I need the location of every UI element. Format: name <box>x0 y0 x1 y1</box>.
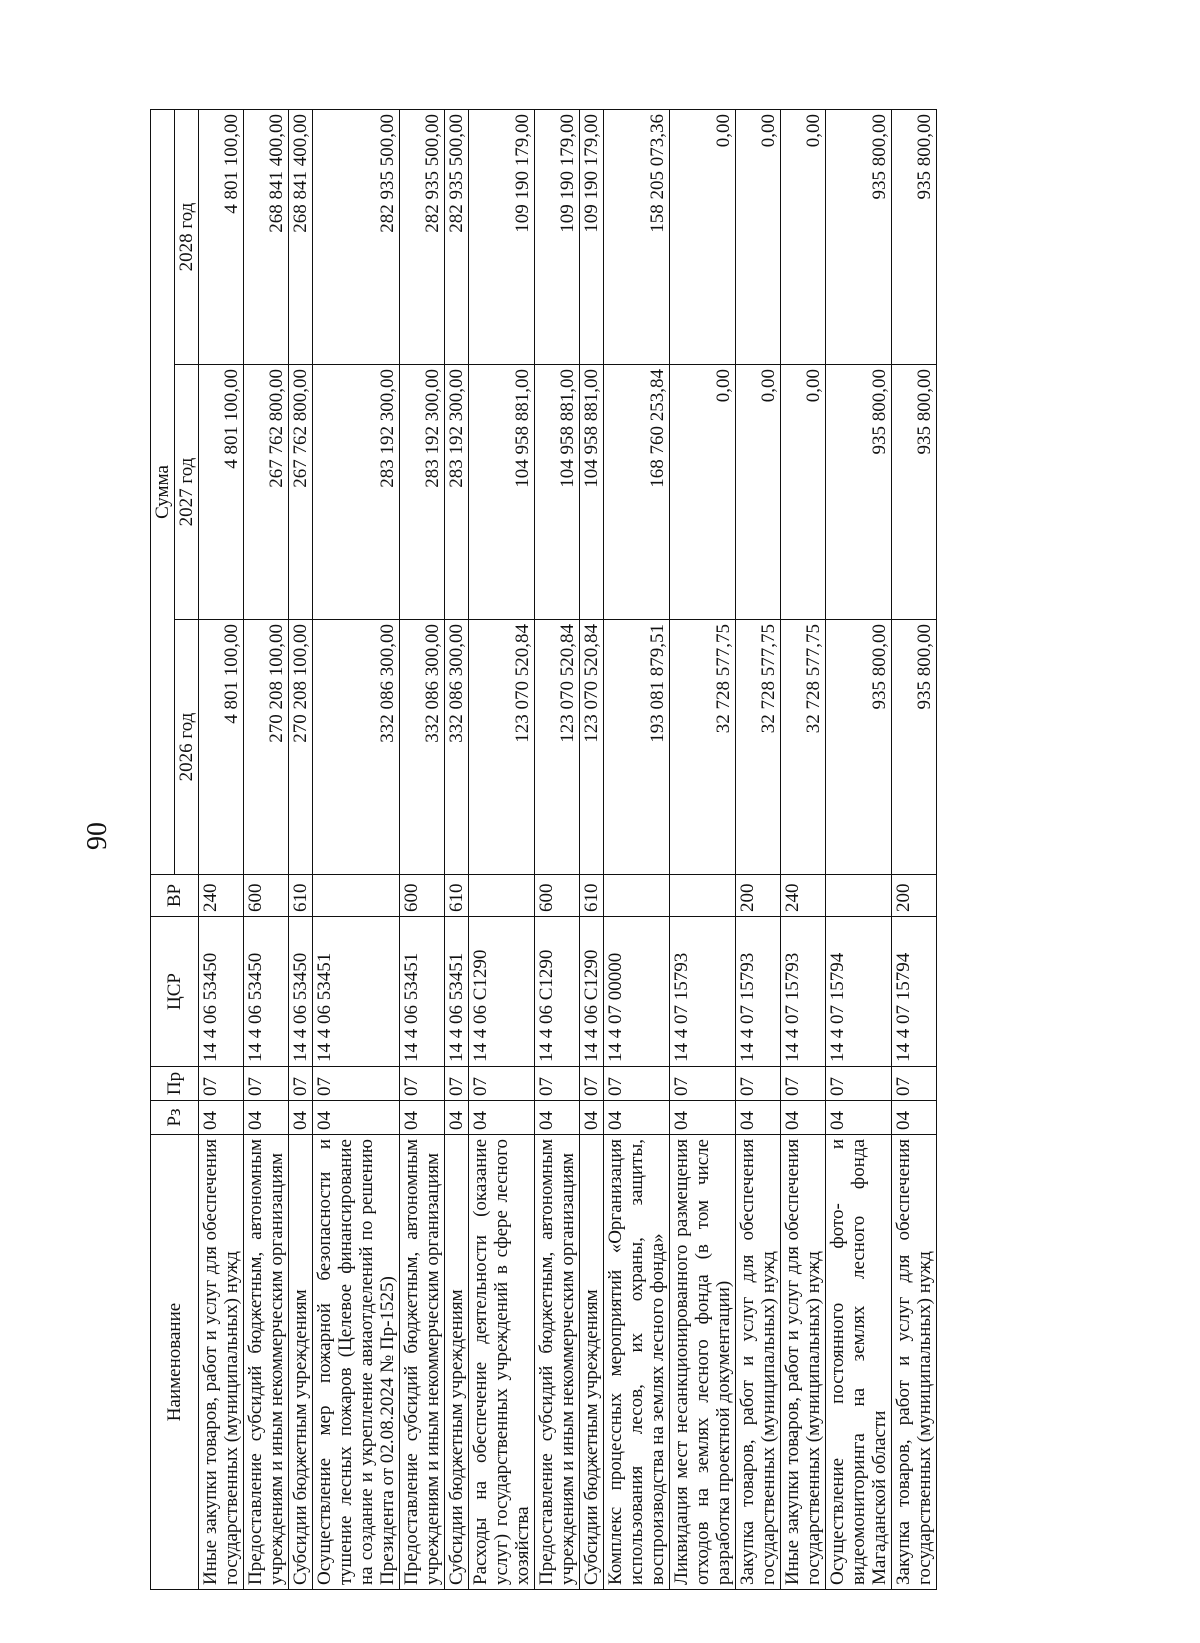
row-csr: 14 4 07 15793 <box>781 917 826 1067</box>
table-row <box>670 110 736 1590</box>
row-rz: 04 <box>199 1101 244 1135</box>
row-sum-2027: 4 801 100,00 <box>199 365 244 620</box>
row-sum-2028: 109 190 179,00 <box>469 110 535 365</box>
row-vr: 240 <box>199 875 244 917</box>
row-sum-2026: 32 728 577,75 <box>781 620 826 875</box>
row-name: Субсидии бюджетным учреждениям <box>580 1135 604 1590</box>
row-sum-2026: 270 208 100,00 <box>244 620 289 875</box>
table-row <box>469 110 535 1590</box>
row-rz: 04 <box>445 1101 469 1135</box>
table-row <box>289 110 313 1590</box>
row-sum-2028: 0,00 <box>670 110 736 365</box>
row-csr: 14 4 06 С1290 <box>469 917 535 1067</box>
row-vr <box>826 875 892 917</box>
row-vr: 200 <box>892 875 937 917</box>
row-rz: 04 <box>670 1101 736 1135</box>
row-csr: 14 4 06 С1290 <box>535 917 580 1067</box>
row-csr: 14 4 07 15793 <box>670 917 736 1067</box>
header-sum: Сумма <box>151 110 175 875</box>
row-pr: 07 <box>400 1067 445 1101</box>
row-rz: 04 <box>892 1101 937 1135</box>
row-rz: 04 <box>826 1101 892 1135</box>
row-name: Субсидии бюджетным учреждениям <box>289 1135 313 1590</box>
row-sum-2028: 158 205 073,36 <box>604 110 670 365</box>
row-pr: 07 <box>826 1067 892 1101</box>
row-sum-2026: 270 208 100,00 <box>289 620 313 875</box>
header-pr: Пр <box>151 1067 199 1101</box>
row-csr: 14 4 06 53451 <box>400 917 445 1067</box>
header-2027: 2027 год <box>175 365 199 620</box>
table-row <box>445 110 469 1590</box>
row-sum-2027: 0,00 <box>670 365 736 620</box>
row-sum-2028: 282 935 500,00 <box>445 110 469 365</box>
row-name: Предоставление субсидий бюджетным, автономным учреждениям и иным некоммерческим организациям <box>400 1135 445 1590</box>
table-row <box>400 110 445 1590</box>
row-sum-2028: 0,00 <box>781 110 826 365</box>
row-vr: 600 <box>535 875 580 917</box>
row-csr: 14 4 07 15794 <box>892 917 937 1067</box>
header-csr: ЦСР <box>151 917 199 1067</box>
row-csr: 14 4 06 53451 <box>313 917 400 1067</box>
row-pr: 07 <box>670 1067 736 1101</box>
row-name: Ликвидация мест несанкционированного размещения отходов на землях лесного фонда (в том числе разработка проектной документации) <box>670 1135 736 1590</box>
row-name: Комплекс процессных мероприятий «Организация использования лесов, их охраны, защиты, воспроизводства на землях лесного фонда» <box>604 1135 670 1590</box>
row-vr: 600 <box>244 875 289 917</box>
row-vr: 610 <box>289 875 313 917</box>
header-vr: ВР <box>151 875 199 917</box>
row-sum-2028: 268 841 400,00 <box>289 110 313 365</box>
row-name: Расходы на обеспечение деятельности (оказание услуг) государственных учреждений в сфере лесного хозяйства <box>469 1135 535 1590</box>
table-row <box>604 110 670 1590</box>
row-sum-2026: 32 728 577,75 <box>670 620 736 875</box>
row-sum-2027: 0,00 <box>736 365 781 620</box>
row-sum-2027: 935 800,00 <box>892 365 937 620</box>
row-vr <box>604 875 670 917</box>
table-row <box>781 110 826 1590</box>
row-pr: 07 <box>445 1067 469 1101</box>
row-pr: 07 <box>736 1067 781 1101</box>
table-row <box>736 110 781 1590</box>
row-csr: 14 4 06 53450 <box>289 917 313 1067</box>
row-sum-2026: 935 800,00 <box>892 620 937 875</box>
row-rz: 04 <box>313 1101 400 1135</box>
row-rz: 04 <box>244 1101 289 1135</box>
row-sum-2028: 282 935 500,00 <box>400 110 445 365</box>
row-name: Закупка товаров, работ и услуг для обеспечения государственных (муниципальных) нужд <box>892 1135 937 1590</box>
row-sum-2026: 332 086 300,00 <box>445 620 469 875</box>
table-row <box>199 110 244 1590</box>
row-name: Субсидии бюджетным учреждениям <box>445 1135 469 1590</box>
row-csr: 14 4 07 00000 <box>604 917 670 1067</box>
row-pr: 07 <box>580 1067 604 1101</box>
row-pr: 07 <box>244 1067 289 1101</box>
row-sum-2027: 283 192 300,00 <box>313 365 400 620</box>
row-sum-2027: 283 192 300,00 <box>445 365 469 620</box>
row-name: Иные закупки товаров, работ и услуг для обеспечения государственных (муниципальных) нужд <box>781 1135 826 1590</box>
row-pr: 07 <box>892 1067 937 1101</box>
row-sum-2026: 123 070 520,84 <box>535 620 580 875</box>
row-sum-2028: 109 190 179,00 <box>580 110 604 365</box>
header-2028: 2028 год <box>175 110 199 365</box>
row-vr <box>313 875 400 917</box>
row-csr: 14 4 06 С1290 <box>580 917 604 1067</box>
table-row <box>892 110 937 1590</box>
row-csr: 14 4 06 53451 <box>445 917 469 1067</box>
row-vr <box>469 875 535 917</box>
row-rz: 04 <box>469 1101 535 1135</box>
row-rz: 04 <box>604 1101 670 1135</box>
row-pr: 07 <box>469 1067 535 1101</box>
row-sum-2026: 123 070 520,84 <box>580 620 604 875</box>
page-number: 90 <box>82 822 113 850</box>
row-sum-2026: 193 081 879,51 <box>604 620 670 875</box>
row-rz: 04 <box>580 1101 604 1135</box>
row-pr: 07 <box>199 1067 244 1101</box>
row-name: Предоставление субсидий бюджетным, автономным учреждениям и иным некоммерческим организациям <box>244 1135 289 1590</box>
row-sum-2026: 4 801 100,00 <box>199 620 244 875</box>
row-sum-2028: 935 800,00 <box>892 110 937 365</box>
row-vr: 200 <box>736 875 781 917</box>
row-pr: 07 <box>604 1067 670 1101</box>
row-sum-2028: 282 935 500,00 <box>313 110 400 365</box>
row-sum-2028: 0,00 <box>736 110 781 365</box>
rotated-page <box>150 110 1050 1590</box>
row-sum-2026: 332 086 300,00 <box>313 620 400 875</box>
row-vr: 610 <box>580 875 604 917</box>
table-body <box>199 110 937 1590</box>
row-rz: 04 <box>736 1101 781 1135</box>
row-name: Иные закупки товаров, работ и услуг для обеспечения государственных (муниципальных) нужд <box>199 1135 244 1590</box>
row-pr: 07 <box>289 1067 313 1101</box>
table-header <box>151 110 199 1590</box>
row-vr: 240 <box>781 875 826 917</box>
row-sum-2028: 4 801 100,00 <box>199 110 244 365</box>
row-sum-2027: 935 800,00 <box>826 365 892 620</box>
table-row <box>826 110 892 1590</box>
row-name: Закупка товаров, работ и услуг для обеспечения государственных (муниципальных) нужд <box>736 1135 781 1590</box>
row-csr: 14 4 06 53450 <box>199 917 244 1067</box>
table-row <box>244 110 289 1590</box>
row-sum-2027: 267 762 800,00 <box>289 365 313 620</box>
row-pr: 07 <box>313 1067 400 1101</box>
row-sum-2028: 109 190 179,00 <box>535 110 580 365</box>
row-vr: 600 <box>400 875 445 917</box>
row-sum-2026: 32 728 577,75 <box>736 620 781 875</box>
row-sum-2027: 0,00 <box>781 365 826 620</box>
row-name: Предоставление субсидий бюджетным, автономным учреждениям и иным некоммерческим организациям <box>535 1135 580 1590</box>
row-vr: 610 <box>445 875 469 917</box>
row-sum-2027: 104 958 881,00 <box>535 365 580 620</box>
row-sum-2027: 267 762 800,00 <box>244 365 289 620</box>
budget-table <box>150 109 937 1590</box>
row-sum-2026: 935 800,00 <box>826 620 892 875</box>
header-rz: Рз <box>151 1101 199 1135</box>
row-rz: 04 <box>535 1101 580 1135</box>
row-sum-2026: 332 086 300,00 <box>400 620 445 875</box>
row-sum-2027: 104 958 881,00 <box>469 365 535 620</box>
row-csr: 14 4 07 15794 <box>826 917 892 1067</box>
table-row <box>580 110 604 1590</box>
header-name: Наименование <box>151 1135 199 1590</box>
row-sum-2028: 935 800,00 <box>826 110 892 365</box>
table-row <box>535 110 580 1590</box>
row-rz: 04 <box>400 1101 445 1135</box>
row-name: Осуществление мер пожарной безопасности и тушение лесных пожаров (Целевое финансирование на создание и укрепление авиаотделений по решению Президента от 02.08.2024 № Пр-1525) <box>313 1135 400 1590</box>
row-sum-2027: 283 192 300,00 <box>400 365 445 620</box>
header-2026: 2026 год <box>175 620 199 875</box>
row-csr: 14 4 07 15793 <box>736 917 781 1067</box>
row-sum-2027: 104 958 881,00 <box>580 365 604 620</box>
row-pr: 07 <box>781 1067 826 1101</box>
row-pr: 07 <box>535 1067 580 1101</box>
row-vr <box>670 875 736 917</box>
table-row <box>313 110 400 1590</box>
row-sum-2027: 168 760 253,84 <box>604 365 670 620</box>
row-csr: 14 4 06 53450 <box>244 917 289 1067</box>
row-rz: 04 <box>781 1101 826 1135</box>
row-sum-2026: 123 070 520,84 <box>469 620 535 875</box>
row-rz: 04 <box>289 1101 313 1135</box>
row-name: Осуществление постоянного фото- и видеомониторинга на землях лесного фонда Магаданской области <box>826 1135 892 1590</box>
row-sum-2028: 268 841 400,00 <box>244 110 289 365</box>
